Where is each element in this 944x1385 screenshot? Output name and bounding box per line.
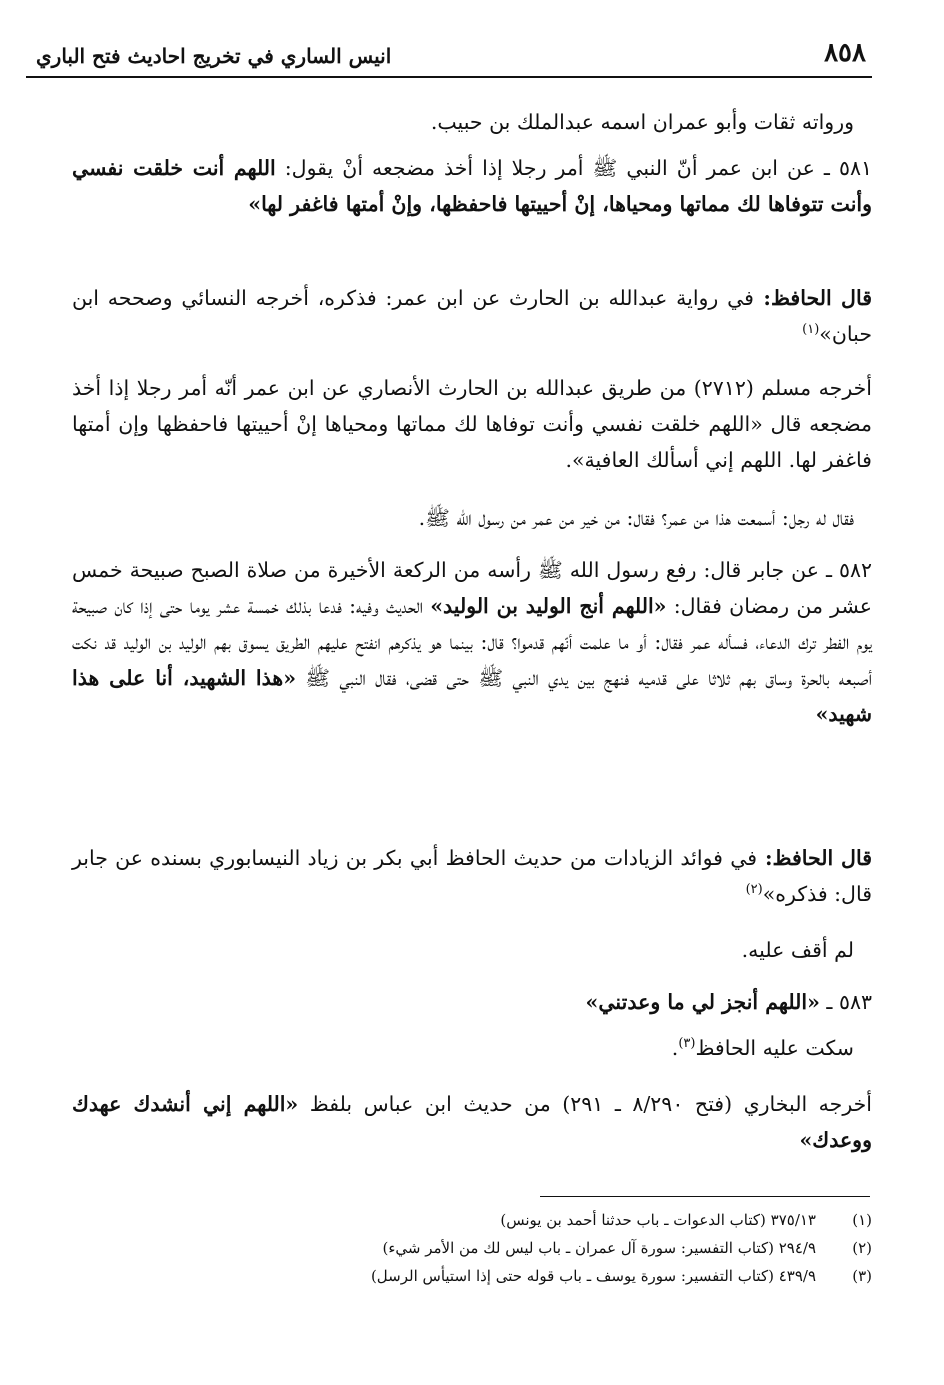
takhrij-583: أخرجه البخاري (فتح ٨/٢٩٠ ـ ٢٩١) من حديث ابن عباس بلفظ «اللهم إني أنشدك عهدك ووعدك» (72, 1092, 873, 1152)
hadith-number: ٥٨٢ ـ (819, 558, 872, 582)
hafiz-label: قال الحافظ: (757, 846, 873, 870)
page-number: ٨٥٨ (824, 38, 866, 68)
footnote (292, 1206, 872, 1234)
footnote-marker: (١) (802, 322, 820, 338)
paragraph-narrators: ورواته ثقات وأبو عمران اسمه عبدالملك بن حبيب. (430, 110, 854, 134)
footnote-rule (540, 1196, 870, 1197)
footnote-marker: (٣) (678, 1036, 696, 1052)
footnote-text: ٢٩٤/٩ (كتاب التفسير: سورة آل عمران ـ باب ليس لك من الأمر شيء) (382, 1239, 816, 1257)
footnote-number: (٣) (852, 1267, 872, 1285)
hadith-number: ٥٨٣ ـ (819, 990, 872, 1014)
header-rule (26, 76, 872, 78)
hafiz-comment-581: قال الحافظ: في رواية عبدالله بن الحارث عن ابن عمر: فذكره، أخرجه النسائي وصححه ابن حبان»$^{(١)}$ (72, 286, 872, 346)
running-title: انيس الساري في تخريج احاديث فتح الباري (36, 44, 392, 68)
footnote-text: ٣٧٥/١٣ (كتاب الدعوات ـ باب حدثنا أحمد بن يونس) (500, 1211, 816, 1229)
hadith-581: ٥٨١ ـ عن ابن عمر أنّ النبي ﷺ أمر رجلا إذا أخذ مضجعه أنْ يقول: اللهم أنت خلقت نفسي وأنت تتوفاها لك مماتها ومحياها، إنْ أحييتها فاحفظها، وإنْ أمتها فاغفر لها» (72, 156, 872, 216)
hadith-582: ٥٨٢ ـ عن جابر قال: رفع رسول الله ﷺ رأسه من الركعة الأخيرة من صلاة الصبح صبيحة خمس عشر من رمضان فقال: «اللهم أنج الوليد بن الوليد» الحديث وفيه: فدعا بذلك خمسة عشر يوما حتى إذا كان صبيحة يوم الفطر ترك الدعاء، فسأله عمر فقال: أو ما علمت أنّهم قدموا؟ قال: بينما هو يذكرهم انفتح عليهم الطريق يسوق بهم الوليد بن الوليد قد نكت أصبعه بالحرة وساق بهم ثلاثا على قدميه فنهج بين يدي النبي ﷺ حتى قضى، فقال النبي ﷺ «هذا الشهيد، أنا على هذا شهيد» (72, 558, 872, 726)
footnote-number: (٢) (852, 1239, 872, 1257)
paragraph-not-found: لم أقف عليه. (741, 938, 854, 962)
footnote (292, 1234, 872, 1262)
footnote-marker: (٢) (745, 882, 763, 898)
takhrij-581: أخرجه مسلم (٢٧١٢) من طريق عبدالله بن الحارث الأنصاري عن ابن عمر أنّه أمر رجلا إذا أخذ مضجعه قال «اللهم خلقت نفسي وأنت توفاها لك مماتها ومحياها إنْ أحييتها فاحفظها وإن أمتها فاغفر لها. اللهم إني أسألك العافية». (72, 376, 872, 472)
hafiz-comment-582: قال الحافظ: في فوائد الزيادات من حديث الحافظ أبي بكر بن زياد النيسابوري بسنده عن جابر قال: فذكره»$^{(٢)}$ (72, 846, 873, 906)
footnote-number: (١) (852, 1211, 872, 1229)
footnote (292, 1262, 872, 1290)
page-header (36, 34, 866, 74)
paragraph-581-dialogue: فقال له رجل: أسمعت هذا من عمر؟ فقال: من خير من عمر من رسول الله ﷺ. (418, 506, 854, 530)
hadith-583: ٥٨٣ ـ «اللهم أنجز لي ما وعدتني» (585, 990, 872, 1014)
footnote-text: ٤٣٩/٩ (كتاب التفسير: سورة يوسف ـ باب قوله حتى إذا استيأس الرسل) (370, 1267, 816, 1285)
hadith-number: ٥٨١ ـ (814, 156, 872, 180)
footnotes (292, 1206, 872, 1290)
hafiz-label: قال الحافظ: (754, 286, 872, 310)
paragraph-silent: سكت عليه الحافظ$^{(٣)}$. (671, 1036, 854, 1060)
